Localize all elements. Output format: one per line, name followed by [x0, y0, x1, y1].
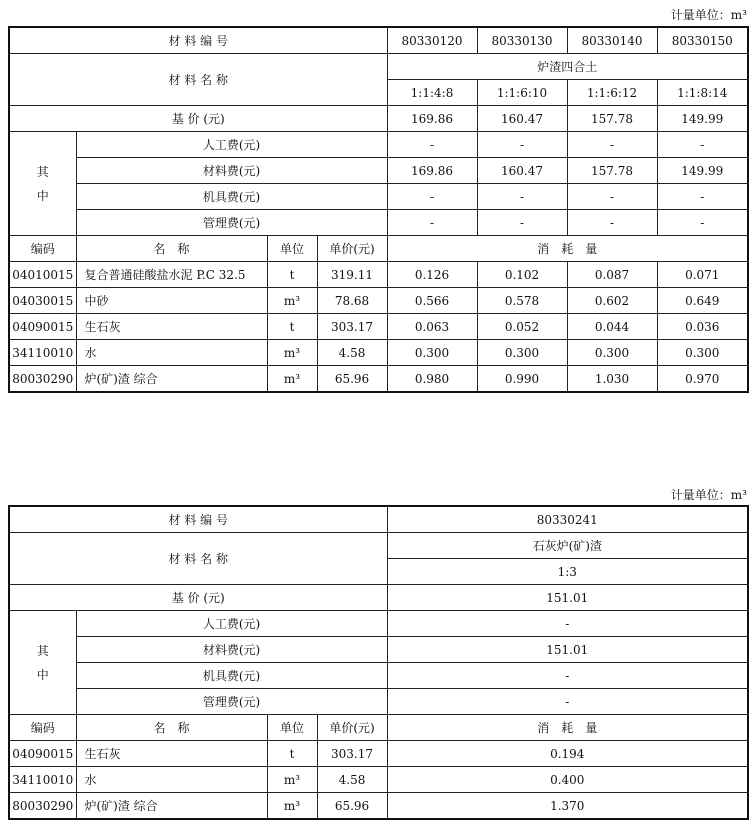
- material-cost-label: 材料费(元): [76, 158, 387, 184]
- item-price: 78.68: [317, 288, 387, 314]
- item-price: 65.96: [317, 793, 387, 820]
- mix-ratio: 1:1:6:12: [567, 80, 657, 106]
- item-code: 04090015: [9, 314, 76, 340]
- mix-ratio: 1:3: [387, 559, 748, 585]
- item-unit: m³: [267, 288, 317, 314]
- item-code: 80030290: [9, 793, 76, 820]
- col-consumption-header: 消 耗 量: [387, 236, 748, 262]
- material-cost-label: 材料费(元): [76, 637, 387, 663]
- unit-note: 计量单位：m³: [670, 8, 747, 22]
- column-header-row: [9, 236, 748, 262]
- mix-ratio: 1:1:4:8: [387, 80, 477, 106]
- material-group-name: 石灰炉(矿)渣: [387, 533, 748, 559]
- column-header-row: [9, 715, 748, 741]
- consumption-value: 0.566: [387, 288, 477, 314]
- consumption-value: 0.063: [387, 314, 477, 340]
- item-code: 04010015: [9, 262, 76, 288]
- machine-cost: -: [387, 663, 748, 689]
- qizhong-label: [9, 132, 76, 236]
- material-cost: 157.78: [567, 158, 657, 184]
- table-row: [9, 288, 748, 314]
- table-row: [9, 793, 748, 820]
- material-code-label: 材 料 编 号: [9, 27, 387, 54]
- material-code: 80330120: [387, 27, 477, 54]
- consumption-value: 0.980: [387, 366, 477, 393]
- qizhong-label: [9, 611, 76, 715]
- base-price: 149.99: [657, 106, 748, 132]
- qizhong-char-2: 中: [36, 188, 49, 203]
- material-code-label: 材 料 编 号: [9, 506, 387, 533]
- item-name: 复合普通硅酸盐水泥 P.C 32.5: [76, 262, 267, 288]
- consumption-value: 1.030: [567, 366, 657, 393]
- item-unit: t: [267, 262, 317, 288]
- labor-cost-label: 人工费(元): [76, 611, 387, 637]
- labor-cost: -: [387, 611, 748, 637]
- col-unit-header: 单位: [267, 715, 317, 741]
- material-cost-row: [9, 158, 748, 184]
- management-cost: -: [657, 210, 748, 236]
- item-unit: m³: [267, 366, 317, 393]
- item-unit: m³: [267, 340, 317, 366]
- consumption-value: 0.990: [477, 366, 567, 393]
- consumption-value: 0.300: [477, 340, 567, 366]
- item-unit: m³: [267, 767, 317, 793]
- consumption-value: 0.052: [477, 314, 567, 340]
- consumption-value: 0.300: [657, 340, 748, 366]
- management-cost: -: [477, 210, 567, 236]
- table-row: [9, 262, 748, 288]
- machine-cost-row: [9, 184, 748, 210]
- consumption-value: 0.194: [387, 741, 748, 767]
- item-code: 80030290: [9, 366, 76, 393]
- consumption-value: 0.578: [477, 288, 567, 314]
- material-table-2: [8, 505, 749, 820]
- management-cost-label: 管理费(元): [76, 210, 387, 236]
- col-name-header: 名 称: [76, 236, 267, 262]
- management-cost: -: [567, 210, 657, 236]
- item-price: 319.11: [317, 262, 387, 288]
- management-cost: -: [387, 210, 477, 236]
- consumption-value: 0.300: [567, 340, 657, 366]
- material-code: 80330241: [387, 506, 748, 533]
- item-price: 4.58: [317, 340, 387, 366]
- item-name: 中砂: [76, 288, 267, 314]
- management-cost-label: 管理费(元): [76, 689, 387, 715]
- item-price: 303.17: [317, 741, 387, 767]
- machine-cost: -: [657, 184, 748, 210]
- item-name: 生石灰: [76, 741, 267, 767]
- material-table-1: [8, 26, 749, 393]
- material-cost: 160.47: [477, 158, 567, 184]
- mix-ratio: 1:1:8:14: [657, 80, 748, 106]
- labor-cost: -: [477, 132, 567, 158]
- base-price: 157.78: [567, 106, 657, 132]
- base-price-row: [9, 106, 748, 132]
- consumption-value: 0.087: [567, 262, 657, 288]
- material-name-label: 材 料 名 称: [9, 54, 387, 106]
- material-cost: 149.99: [657, 158, 748, 184]
- unit-note: 计量单位：m³: [670, 488, 747, 502]
- labor-cost: -: [657, 132, 748, 158]
- machine-cost-label: 机具费(元): [76, 184, 387, 210]
- table-row: [9, 767, 748, 793]
- table-row: [9, 741, 748, 767]
- consumption-value: 0.126: [387, 262, 477, 288]
- item-name: 生石灰: [76, 314, 267, 340]
- machine-cost: -: [387, 184, 477, 210]
- base-price-label: 基 价 (元): [9, 106, 387, 132]
- material-cost-row: [9, 637, 748, 663]
- consumption-value: 0.400: [387, 767, 748, 793]
- base-price: 151.01: [387, 585, 748, 611]
- material-name-label: 材 料 名 称: [9, 533, 387, 585]
- qizhong-char-1: 其: [36, 164, 49, 179]
- consumption-value: 0.036: [657, 314, 748, 340]
- item-price: 4.58: [317, 767, 387, 793]
- col-price-header: 单价(元): [317, 715, 387, 741]
- col-unit-header: 单位: [267, 236, 317, 262]
- machine-cost: -: [567, 184, 657, 210]
- item-code: 04030015: [9, 288, 76, 314]
- item-unit: t: [267, 741, 317, 767]
- management-cost-row: [9, 210, 748, 236]
- item-name: 水: [76, 340, 267, 366]
- consumption-value: 0.071: [657, 262, 748, 288]
- machine-cost: -: [477, 184, 567, 210]
- material-code-row: [9, 506, 748, 533]
- material-code: 80330130: [477, 27, 567, 54]
- item-code: 34110010: [9, 767, 76, 793]
- col-consumption-header: 消 耗 量: [387, 715, 748, 741]
- base-price: 160.47: [477, 106, 567, 132]
- machine-cost-row: [9, 663, 748, 689]
- management-cost-row: [9, 689, 748, 715]
- consumption-value: 1.370: [387, 793, 748, 820]
- material-cost: 169.86: [387, 158, 477, 184]
- labor-cost-label: 人工费(元): [76, 132, 387, 158]
- machine-cost-label: 机具费(元): [76, 663, 387, 689]
- col-code-header: 编码: [9, 236, 76, 262]
- labor-cost-row: [9, 132, 748, 158]
- item-name: 水: [76, 767, 267, 793]
- consumption-value: 0.649: [657, 288, 748, 314]
- item-unit: m³: [267, 793, 317, 820]
- item-price: 65.96: [317, 366, 387, 393]
- item-code: 34110010: [9, 340, 76, 366]
- base-price: 169.86: [387, 106, 477, 132]
- material-group-name: 炉渣四合土: [387, 54, 748, 80]
- item-unit: t: [267, 314, 317, 340]
- consumption-value: 0.044: [567, 314, 657, 340]
- item-name: 炉(矿)渣 综合: [76, 793, 267, 820]
- material-name-row: [9, 533, 748, 559]
- consumption-value: 0.970: [657, 366, 748, 393]
- consumption-value: 0.300: [387, 340, 477, 366]
- item-price: 303.17: [317, 314, 387, 340]
- col-price-header: 单价(元): [317, 236, 387, 262]
- item-name: 炉(矿)渣 综合: [76, 366, 267, 393]
- labor-cost: -: [387, 132, 477, 158]
- management-cost: -: [387, 689, 748, 715]
- labor-cost: -: [567, 132, 657, 158]
- material-code-row: [9, 27, 748, 54]
- consumption-value: 0.102: [477, 262, 567, 288]
- material-code: 80330150: [657, 27, 748, 54]
- material-name-row: [9, 54, 748, 80]
- qizhong-char-1: 其: [36, 643, 49, 658]
- base-price-row: [9, 585, 748, 611]
- qizhong-char-2: 中: [36, 667, 49, 682]
- material-cost: 151.01: [387, 637, 748, 663]
- col-name-header: 名 称: [76, 715, 267, 741]
- table-row: [9, 340, 748, 366]
- table-row: [9, 314, 748, 340]
- mix-ratio: 1:1:6:10: [477, 80, 567, 106]
- consumption-value: 0.602: [567, 288, 657, 314]
- labor-cost-row: [9, 611, 748, 637]
- col-code-header: 编码: [9, 715, 76, 741]
- table-row: [9, 366, 748, 393]
- material-code: 80330140: [567, 27, 657, 54]
- item-code: 04090015: [9, 741, 76, 767]
- base-price-label: 基 价 (元): [9, 585, 387, 611]
